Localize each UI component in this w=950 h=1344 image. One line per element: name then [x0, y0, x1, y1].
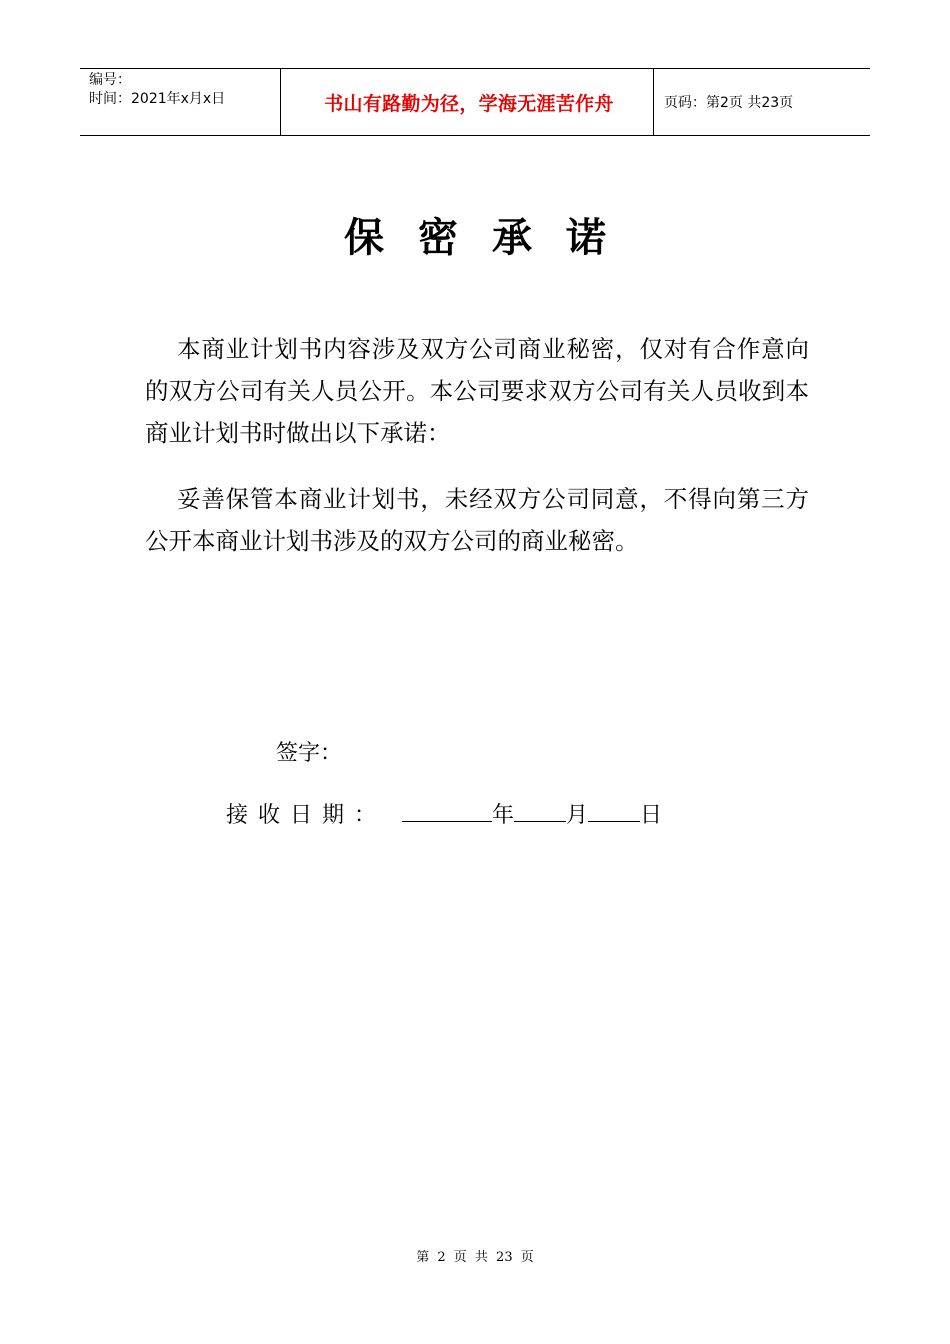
month-unit: 月 — [566, 803, 589, 828]
year-blank-field[interactable] — [402, 799, 492, 822]
month-blank-field[interactable] — [514, 799, 566, 822]
day-blank-field[interactable] — [588, 799, 640, 822]
document-header — [80, 68, 870, 136]
receive-date-label: 接收日期： — [226, 803, 387, 828]
day-unit: 日 — [640, 803, 663, 828]
paragraph-commitment: 妥善保管本商业计划书，未经双方公司同意，不得向第三方公开本商业计划书涉及的双方公司的商业秘密。 — [145, 485, 809, 555]
header-number-label: 编号： — [89, 72, 131, 88]
paragraph-intro: 本商业计划书内容涉及双方公司商业秘密，仅对有合作意向的双方公司有关人员公开。本公司要求双方公司有关人员收到本商业计划书时做出以下承诺： — [145, 335, 809, 447]
page-footer: 第 2 页 共 23 页 — [416, 1250, 534, 1265]
header-motto: 书山有路勤为径，学海无涯苦作舟 — [281, 69, 654, 135]
signature-label: 签字： — [276, 741, 343, 766]
receive-date-row — [226, 798, 662, 829]
header-page-info: 页码：第2页 共23页 — [664, 95, 794, 111]
header-time-label: 时间：2021年x月x日 — [89, 91, 226, 107]
header-meta-cell — [80, 69, 281, 135]
page-title: 保密承诺 — [344, 214, 640, 261]
year-unit: 年 — [492, 803, 515, 828]
